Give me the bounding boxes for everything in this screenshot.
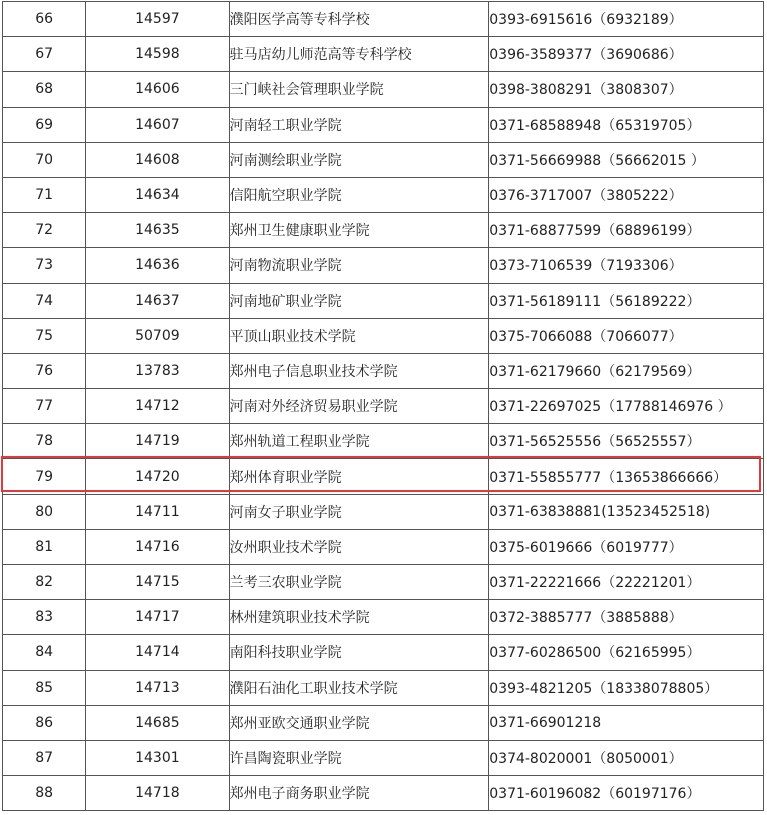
- phone-cell: 0374-8020001（8050001）: [489, 740, 764, 775]
- phone-cell: 0371-22221666（22221201）: [489, 565, 764, 600]
- phone-cell: 0371-68877599（68896199）: [489, 213, 764, 248]
- school-code-cell: 13783: [86, 353, 229, 388]
- row-number-cell: 81: [3, 529, 86, 564]
- school-name-cell: 信阳航空职业学院: [229, 177, 489, 212]
- row-number-cell: 75: [3, 318, 86, 353]
- row-number-cell: 84: [3, 635, 86, 670]
- table-row: [3, 283, 764, 318]
- phone-cell: 0398-3808291（3808307）: [489, 72, 764, 107]
- school-name-cell: 郑州轨道工程职业学院: [229, 424, 489, 459]
- phone-cell: 0371-63838881(13523452518): [489, 494, 764, 529]
- school-name-cell: 林州建筑职业技术学院: [229, 600, 489, 635]
- table-row: [3, 2, 764, 37]
- phone-cell: 0393-6915616（6932189）: [489, 2, 764, 37]
- row-number-cell: 67: [3, 37, 86, 72]
- table-row: [3, 142, 764, 177]
- phone-cell: 0371-68588948（65319705）: [489, 107, 764, 142]
- school-name-cell: 河南轻工职业学院: [229, 107, 489, 142]
- row-number-cell: 78: [3, 424, 86, 459]
- table-body: [3, 2, 764, 811]
- phone-cell: 0373-7106539（7193306）: [489, 248, 764, 283]
- phone-cell: 0371-55855777（13653866666）: [489, 459, 764, 494]
- table-row: [3, 600, 764, 635]
- school-name-cell: 许昌陶瓷职业学院: [229, 740, 489, 775]
- phone-cell: 0376-3717007（3805222）: [489, 177, 764, 212]
- row-number-cell: 85: [3, 670, 86, 705]
- school-name-cell: 三门峡社会管理职业学院: [229, 72, 489, 107]
- school-code-cell: 14714: [86, 635, 229, 670]
- row-number-cell: 76: [3, 353, 86, 388]
- school-name-cell: 郑州电子商务职业学院: [229, 776, 489, 811]
- table-row: [3, 635, 764, 670]
- table-row: [3, 529, 764, 564]
- table-row: [3, 740, 764, 775]
- school-code-cell: 14712: [86, 389, 229, 424]
- school-name-cell: 汝州职业技术学院: [229, 529, 489, 564]
- table-row: [3, 776, 764, 811]
- row-number-cell: 88: [3, 776, 86, 811]
- school-code-cell: 14711: [86, 494, 229, 529]
- row-number-cell: 74: [3, 283, 86, 318]
- school-code-cell: 14718: [86, 776, 229, 811]
- row-number-cell: 77: [3, 389, 86, 424]
- school-name-cell: 郑州体育职业学院: [229, 459, 489, 494]
- table-row: [3, 353, 764, 388]
- school-contact-table: [2, 1, 764, 811]
- school-name-cell: 郑州亚欧交通职业学院: [229, 705, 489, 740]
- school-code-cell: 14719: [86, 424, 229, 459]
- school-name-cell: 南阳科技职业学院: [229, 635, 489, 670]
- school-code-cell: 14685: [86, 705, 229, 740]
- phone-cell: 0371-66901218: [489, 705, 764, 740]
- school-name-cell: 郑州卫生健康职业学院: [229, 213, 489, 248]
- row-number-cell: 82: [3, 565, 86, 600]
- row-number-cell: 70: [3, 142, 86, 177]
- table-row: [3, 37, 764, 72]
- row-number-cell: 71: [3, 177, 86, 212]
- row-number-cell: 69: [3, 107, 86, 142]
- table-row: [3, 494, 764, 529]
- school-name-cell: 河南女子职业学院: [229, 494, 489, 529]
- phone-cell: 0371-62179660（62179569）: [489, 353, 764, 388]
- row-number-cell: 80: [3, 494, 86, 529]
- phone-cell: 0371-22697025（17788146976 ）: [489, 389, 764, 424]
- school-code-cell: 50709: [86, 318, 229, 353]
- school-code-cell: 14636: [86, 248, 229, 283]
- table-row: [3, 248, 764, 283]
- phone-cell: 0393-4821205（18338078805）: [489, 670, 764, 705]
- phone-cell: 0375-6019666（6019777）: [489, 529, 764, 564]
- school-code-cell: 14597: [86, 2, 229, 37]
- school-code-cell: 14608: [86, 142, 229, 177]
- table-row: [3, 424, 764, 459]
- school-name-cell: 河南对外经济贸易职业学院: [229, 389, 489, 424]
- school-code-cell: 14634: [86, 177, 229, 212]
- table-row: [3, 177, 764, 212]
- row-number-cell: 87: [3, 740, 86, 775]
- school-code-cell: 14598: [86, 37, 229, 72]
- school-name-cell: 河南地矿职业学院: [229, 283, 489, 318]
- school-name-cell: 河南测绘职业学院: [229, 142, 489, 177]
- phone-cell: 0372-3885777（3885888）: [489, 600, 764, 635]
- school-name-cell: 濮阳石油化工职业技术学院: [229, 670, 489, 705]
- phone-cell: 0377-60286500（62165995）: [489, 635, 764, 670]
- school-code-cell: 14606: [86, 72, 229, 107]
- row-number-cell: 79: [3, 459, 86, 494]
- table-row: [3, 565, 764, 600]
- table-row-highlighted: [3, 459, 764, 494]
- school-code-cell: 14713: [86, 670, 229, 705]
- school-name-cell: 平顶山职业技术学院: [229, 318, 489, 353]
- row-number-cell: 66: [3, 2, 86, 37]
- row-number-cell: 72: [3, 213, 86, 248]
- school-code-cell: 14301: [86, 740, 229, 775]
- school-name-cell: 郑州电子信息职业技术学院: [229, 353, 489, 388]
- phone-cell: 0371-56669988（56662015 ）: [489, 142, 764, 177]
- school-name-cell: 驻马店幼儿师范高等专科学校: [229, 37, 489, 72]
- school-code-cell: 14635: [86, 213, 229, 248]
- row-number-cell: 83: [3, 600, 86, 635]
- table-row: [3, 213, 764, 248]
- table-row: [3, 318, 764, 353]
- table-row: [3, 670, 764, 705]
- school-name-cell: 濮阳医学高等专科学校: [229, 2, 489, 37]
- table-row: [3, 107, 764, 142]
- phone-cell: 0371-56189111（56189222）: [489, 283, 764, 318]
- row-number-cell: 86: [3, 705, 86, 740]
- phone-cell: 0371-60196082（60197176）: [489, 776, 764, 811]
- phone-cell: 0371-56525556（56525557）: [489, 424, 764, 459]
- phone-cell: 0396-3589377（3690686）: [489, 37, 764, 72]
- school-code-cell: 14720: [86, 459, 229, 494]
- school-code-cell: 14716: [86, 529, 229, 564]
- school-code-cell: 14717: [86, 600, 229, 635]
- row-number-cell: 68: [3, 72, 86, 107]
- school-code-cell: 14715: [86, 565, 229, 600]
- school-code-cell: 14637: [86, 283, 229, 318]
- table-row: [3, 72, 764, 107]
- school-code-cell: 14607: [86, 107, 229, 142]
- phone-cell: 0375-7066088（7066077）: [489, 318, 764, 353]
- school-name-cell: 河南物流职业学院: [229, 248, 489, 283]
- school-name-cell: 兰考三农职业学院: [229, 565, 489, 600]
- row-number-cell: 73: [3, 248, 86, 283]
- table-row: [3, 389, 764, 424]
- table-row: [3, 705, 764, 740]
